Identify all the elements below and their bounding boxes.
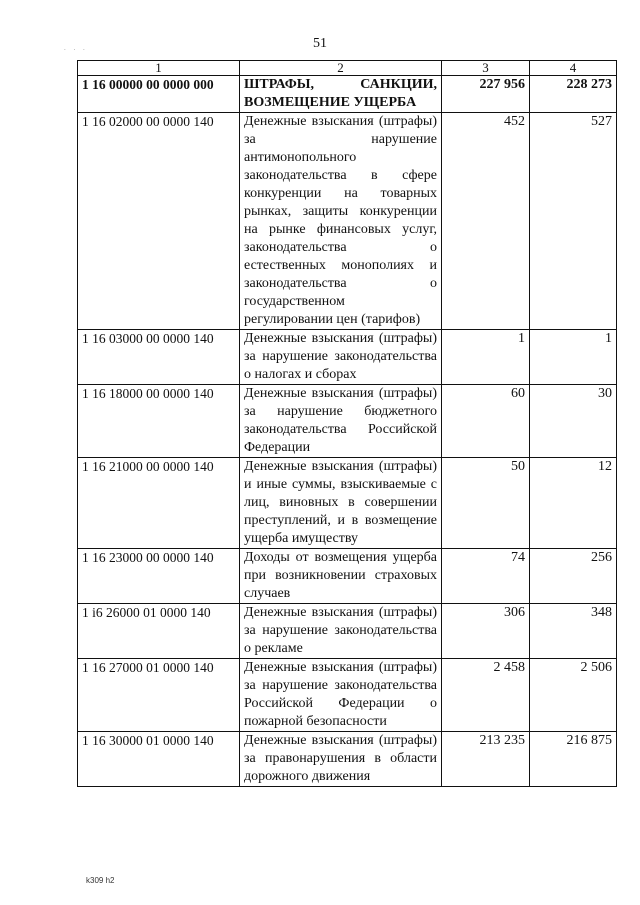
row-description: Доходы от возмещения ущерба при возникновении страховых случаев [240, 549, 442, 604]
value-column-3: 50 [442, 458, 530, 549]
value-column-4: 30 [530, 385, 617, 458]
value-column-4: 1 [530, 330, 617, 385]
budget-code: 1 i6 26000 01 0000 140 [78, 604, 240, 659]
budget-revenue-table [77, 60, 617, 787]
row-description: Денежные взыскания (штрафы) за нарушение законодательства Российской Федерации о пожарной безопасности [240, 659, 442, 732]
value-column-3: 452 [442, 113, 530, 330]
column-header-value-2: 4 [530, 61, 617, 76]
value-column-4: 216 875 [530, 732, 617, 787]
value-column-3: 306 [442, 604, 530, 659]
value-column-3: 213 235 [442, 732, 530, 787]
budget-code: 1 16 30000 01 0000 140 [78, 732, 240, 787]
table-row [78, 458, 617, 549]
value-column-4: 527 [530, 113, 617, 330]
row-description: ШТРАФЫ, САНКЦИИ, ВОЗМЕЩЕНИЕ УЩЕРБА [240, 76, 442, 113]
value-column-3: 60 [442, 385, 530, 458]
scan-noise: . . . [64, 44, 88, 52]
budget-code: 1 16 00000 00 0000 000 [78, 76, 240, 113]
value-column-3: 227 956 [442, 76, 530, 113]
value-column-4: 256 [530, 549, 617, 604]
value-column-4: 12 [530, 458, 617, 549]
value-column-4: 348 [530, 604, 617, 659]
row-description: Денежные взыскания (штрафы) за нарушение законодательства о рекламе [240, 604, 442, 659]
column-header-description: 2 [240, 61, 442, 76]
row-description: Денежные взыскания (штрафы) за нарушение антимонопольного законодательства в сфере конкуренции на товарных рынках, защиты конкуренции на рынке финансовых услуг, законодательства о естественных монополиях и законодательства о государственном регулировании цен (тарифов) [240, 113, 442, 330]
table-row [78, 549, 617, 604]
value-column-4: 2 506 [530, 659, 617, 732]
value-column-3: 1 [442, 330, 530, 385]
budget-code: 1 16 02000 00 0000 140 [78, 113, 240, 330]
budget-code: 1 16 23000 00 0000 140 [78, 549, 240, 604]
page-number: 51 [313, 36, 327, 51]
row-description: Денежные взыскания (штрафы) за нарушение законодательства о налогах и сборах [240, 330, 442, 385]
budget-code: 1 16 03000 00 0000 140 [78, 330, 240, 385]
budget-code: 1 16 27000 01 0000 140 [78, 659, 240, 732]
value-column-3: 74 [442, 549, 530, 604]
table-row [78, 732, 617, 787]
column-number-row [78, 61, 617, 76]
table-row [78, 113, 617, 330]
budget-code: 1 16 18000 00 0000 140 [78, 385, 240, 458]
value-column-4: 228 273 [530, 76, 617, 113]
column-header-code: 1 [78, 61, 240, 76]
row-description: Денежные взыскания (штрафы) и иные суммы, взыскиваемые с лиц, виновных в совершении преступлений, и в возмещение ущерба имуществу [240, 458, 442, 549]
column-header-value-1: 3 [442, 61, 530, 76]
table-row [78, 385, 617, 458]
table-row [78, 604, 617, 659]
table-row [78, 76, 617, 113]
budget-code: 1 16 21000 00 0000 140 [78, 458, 240, 549]
table-row [78, 659, 617, 732]
table-row [78, 330, 617, 385]
document-footer-code: k309 h2 [86, 876, 115, 885]
value-column-3: 2 458 [442, 659, 530, 732]
row-description: Денежные взыскания (штрафы) за правонарушения в области дорожного движения [240, 732, 442, 787]
row-description: Денежные взыскания (штрафы) за нарушение бюджетного законодательства Российской Федерации [240, 385, 442, 458]
